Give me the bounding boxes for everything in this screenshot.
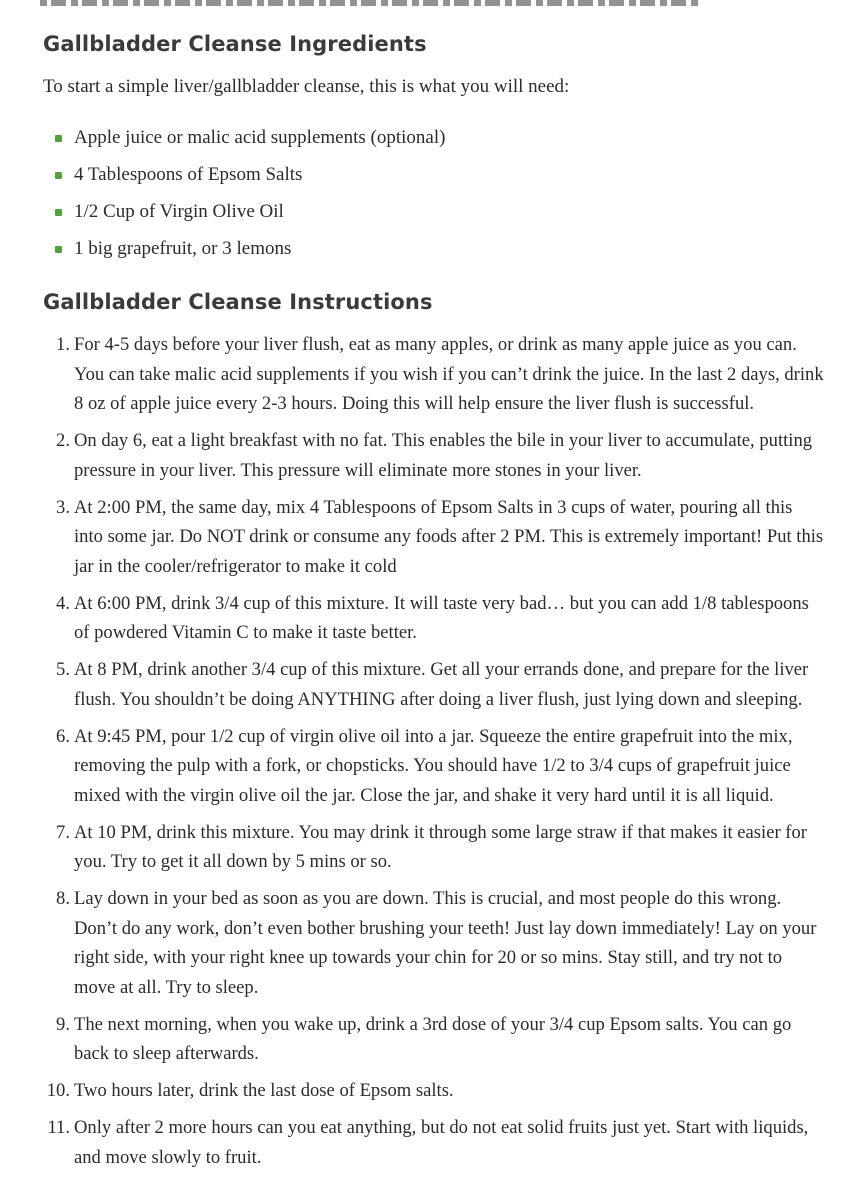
instructions-list xyxy=(0,330,854,1180)
ingredient-text: 4 Tablespoons of Epsom Salts xyxy=(74,164,303,185)
step-number: 6. xyxy=(56,725,70,747)
list-item xyxy=(0,1113,854,1172)
bullet-icon xyxy=(55,246,62,253)
ingredients-intro: To start a simple liver/gallbladder cleanse, this is what you will need: xyxy=(43,76,570,97)
cropped-previous-paragraph xyxy=(0,0,854,6)
instructions-heading: Gallbladder Cleanse Instructions xyxy=(43,290,433,314)
list-item xyxy=(0,330,854,419)
bullet-icon xyxy=(55,209,62,216)
step-number: 4. xyxy=(56,592,70,614)
list-item xyxy=(0,1076,854,1106)
step-text: Two hours later, drink the last dose of Epsom salts. xyxy=(74,1080,454,1101)
ingredient-text: 1/2 Cup of Virgin Olive Oil xyxy=(74,201,284,222)
step-number: 1. xyxy=(56,334,70,355)
step-text: For 4-5 days before your liver flush, eat as many apples, or drink as many apple juice as you can. You can take malic acid supplements if you wish if you can’t drink the juice. In the last 2 days, drink 8 oz of apple juice every 2-3 hours. Doing this will help ensure the liver flush is successful. xyxy=(74,334,824,414)
step-text: Lay down in your bed as soon as you are down. This is crucial, and most people do this wrong. Don’t do any work, don’t even bother brushing your teeth! Just lay down immediately! Lay on your right side, with your right knee up towards your chin for 20 or so mins. Stay still, and try not to move at all. Try to sleep. xyxy=(74,888,817,998)
list-item xyxy=(0,200,445,237)
list-item xyxy=(0,884,854,1002)
step-number: 3. xyxy=(56,496,70,518)
step-number: 2. xyxy=(56,430,70,451)
list-item xyxy=(0,655,854,714)
step-text: At 6:00 PM, drink 3/4 cup of this mixture. It will taste very bad… but you can add 1/8 tablespoons of powdered Vitamin C to make it taste better. xyxy=(74,592,809,643)
step-text: At 8 PM, drink another 3/4 cup of this mixture. Get all your errands done, and prepare for the liver flush. You shouldn’t be doing ANYTHING after doing a liver flush, just lying down and sleeping. xyxy=(74,659,809,710)
step-text: The next morning, when you wake up, drink a 3rd dose of your 3/4 cup Epsom salts. You can go back to sleep afterwards. xyxy=(74,1013,792,1064)
ingredients-heading: Gallbladder Cleanse Ingredients xyxy=(43,32,427,56)
list-item xyxy=(0,163,445,200)
bullet-icon xyxy=(55,172,62,179)
list-item xyxy=(0,126,445,163)
step-text: At 2:00 PM, the same day, mix 4 Tablespoons of Epsom Salts in 3 cups of water, pouring all this into some jar. Do NOT drink or consume any foods after 2 PM. This is extremely important! Put this jar in the cooler/refrigerator to make it cold xyxy=(74,496,824,577)
list-item xyxy=(0,493,854,582)
step-number: 5. xyxy=(56,659,70,680)
list-item xyxy=(0,1010,854,1069)
step-number: 10. xyxy=(46,1080,70,1101)
step-text: Only after 2 more hours can you eat anything, but do not eat solid fruits just yet. Start with liquids, and move slowly to fruit. xyxy=(74,1117,809,1168)
list-item xyxy=(0,818,854,877)
list-item xyxy=(0,589,854,648)
ingredient-text: Apple juice or malic acid supplements (optional) xyxy=(74,127,446,148)
step-text: On day 6, eat a light breakfast with no fat. This enables the bile in your liver to accumulate, putting pressure in your liver. This pressure will eliminate more stones in your liver. xyxy=(74,430,813,481)
ingredient-text: 1 big grapefruit, or 3 lemons xyxy=(74,238,292,259)
step-number: 8. xyxy=(56,888,70,909)
list-item xyxy=(0,426,854,485)
step-number: 11. xyxy=(47,1117,70,1138)
cropped-text-line xyxy=(40,0,700,6)
ingredients-list xyxy=(0,126,445,274)
step-text: At 9:45 PM, pour 1/2 cup of virgin olive oil into a jar. Squeeze the entire grapefruit into the mix, removing the pulp with a fork, or chopsticks. You should have 1/2 to 3/4 cups of grapefruit juice mixed with the virgin olive oil the jar. Close the jar, and shake it very hard until it is all liquid. xyxy=(74,725,793,806)
step-number: 7. xyxy=(56,821,70,843)
step-text: At 10 PM, drink this mixture. You may drink it through some large straw if that makes it easier for you. Try to get it all down by 5 mins or so. xyxy=(74,821,807,872)
step-number: 9. xyxy=(56,1013,70,1035)
list-item xyxy=(0,722,854,811)
list-item xyxy=(0,237,445,274)
bullet-icon xyxy=(55,135,62,142)
